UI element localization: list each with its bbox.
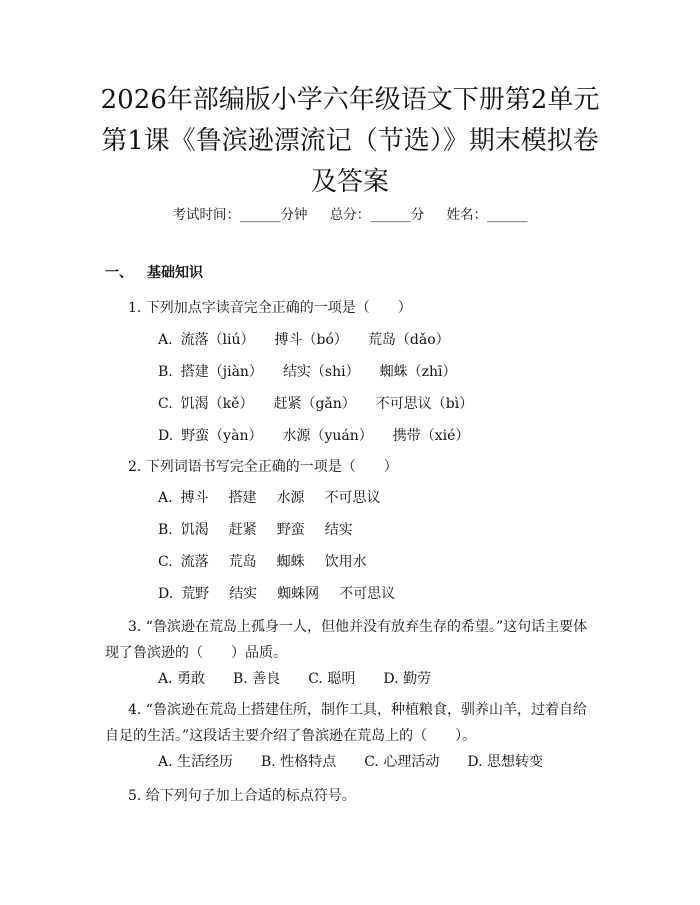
question-3-options [158, 669, 451, 689]
question-1-option-c: C. 饥渴（kě） 赶紧（gǎn） 不可思议（bì） [158, 396, 474, 412]
page-title: 2026年部编版小学六年级语文下册第2单元第1课《鲁滨逊漂流记（节选）》期末模拟卷及答案 [100, 85, 600, 197]
question-2-option-b: B. 饥渴 赶紧 野蛮 结实 [158, 522, 353, 538]
section-title: 基础知识 [147, 265, 203, 281]
total-score-field: 总分：______分 [329, 207, 425, 223]
question-3-stem: 3. “鲁滨逊在荒岛上孤身一人，但他并没有放弃生存的希望。”这句话主要体现了鲁滨逊的（ ）品质。 [105, 619, 588, 661]
question-3-option-c: C. 聪明 [308, 671, 356, 687]
question-1-option-a: A. 流落（liú） 搏斗（bó） 荒岛（dǎo） [158, 332, 450, 348]
question-3-option-a: A. 勇敢 [158, 671, 206, 687]
question-1-stem: 1. 下列加点字读音完全正确的一项是（ ） [128, 300, 412, 316]
question-4-option-c: C. 心理活动 [364, 754, 440, 770]
question-4-option-d: D. 思想转变 [467, 754, 543, 770]
question-2-option-d: D. 荒野 结实 蜘蛛网 不可思议 [158, 586, 396, 602]
question-1-option-d: D. 野蛮（yàn） 水源（yuán） 携带（xié） [158, 428, 470, 444]
question-1-option-b: B. 搭建（jiàn） 结实（shi） 蜘蛛（zhī） [158, 364, 457, 380]
question-4-option-a: A. 生活经历 [158, 754, 234, 770]
question-2-option-a: A. 搏斗 搭建 水源 不可思议 [158, 490, 381, 506]
question-3-option-b: B. 善良 [233, 671, 281, 687]
question-2-stem: 2. 下列词语书写完全正确的一项是（ ） [128, 459, 398, 475]
question-3-option-d: D. 勤劳 [383, 671, 431, 687]
question-4-options [158, 752, 563, 772]
student-name-field: 姓名：______ [446, 207, 528, 223]
question-4-option-b: B. 性格特点 [261, 754, 337, 770]
exam-info-line [0, 205, 700, 225]
section-heading [105, 263, 203, 283]
question-2-option-c: C. 流落 荒岛 蜘蛛 饮用水 [158, 554, 367, 570]
section-number: 一、 [105, 265, 133, 281]
exam-time-field: 考试时间：______分钟 [172, 207, 308, 223]
question-4-stem: 4. “鲁滨逊在荒岛上搭建住所，制作工具，种植粮食，驯养山羊，过着自给自足的生活。”这段话主要介绍了鲁滨逊在荒岛上的（ ）。 [105, 702, 587, 744]
question-5-stem: 5. 给下列句子加上合适的标点符号。 [128, 788, 356, 804]
